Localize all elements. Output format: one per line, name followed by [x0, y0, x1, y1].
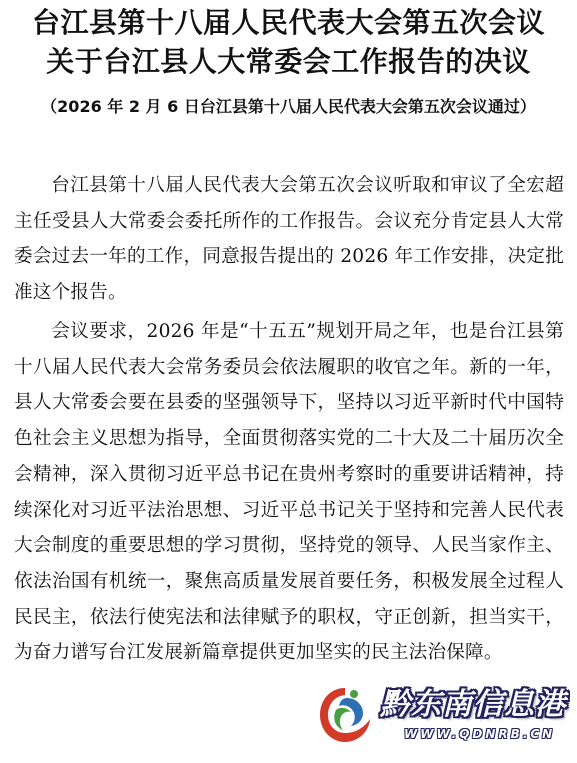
qdn-logo-icon	[314, 682, 376, 748]
site-watermark	[308, 676, 570, 754]
title-line-1: 台江县第十八届人民代表大会第五次会议	[31, 6, 545, 39]
watermark-site-name: 黔东南信息港	[380, 687, 566, 722]
body-paragraph-1: 台江县第十八届人民代表大会第五次会议听取和审议了全宏超主任受县人大常委会委托所作的工作报告。会议充分肯定县人大常委会过去一年的工作，同意报告提出的 2026 年工作安排，决定批准这个报告。	[14, 175, 564, 304]
title-line-2: 关于台江县人大常委会工作报告的决议	[46, 45, 531, 78]
adoption-note: （2026 年 2 月 6 日台江县第十八届人民代表大会第五次会议通过）	[41, 97, 536, 116]
watermark-site-url: WWW.QDNRB.CN	[404, 727, 556, 741]
body-paragraph-2: 会议要求，2026 年是“十五五”规划开局之年，也是台江县第十八届人民代表大会常务委员会依法履职的收官之年。新的一年，县人大常委会要在县委的坚强领导下，坚持以习近平新时代中国特色社会主义思想为指导，全面贯彻落实党的二十大及二十届历次全会精神，深入贯彻习近平总书记在贵州考察时的重要讲话精神，持续深化对习近平法治思想、习近平总书记关于坚持和完善人民代表大会制度的重要思想的学习贯彻，坚持党的领导、人民当家作主、依法治国有机统一，聚焦高质量发展首要任务，积极发展全过程人民民主，依法行使宪法和法律赋予的职权，守正创新，担当实干，为奋力谱写台江发展新篇章提供更加坚实的民主法治保障。	[14, 321, 564, 664]
